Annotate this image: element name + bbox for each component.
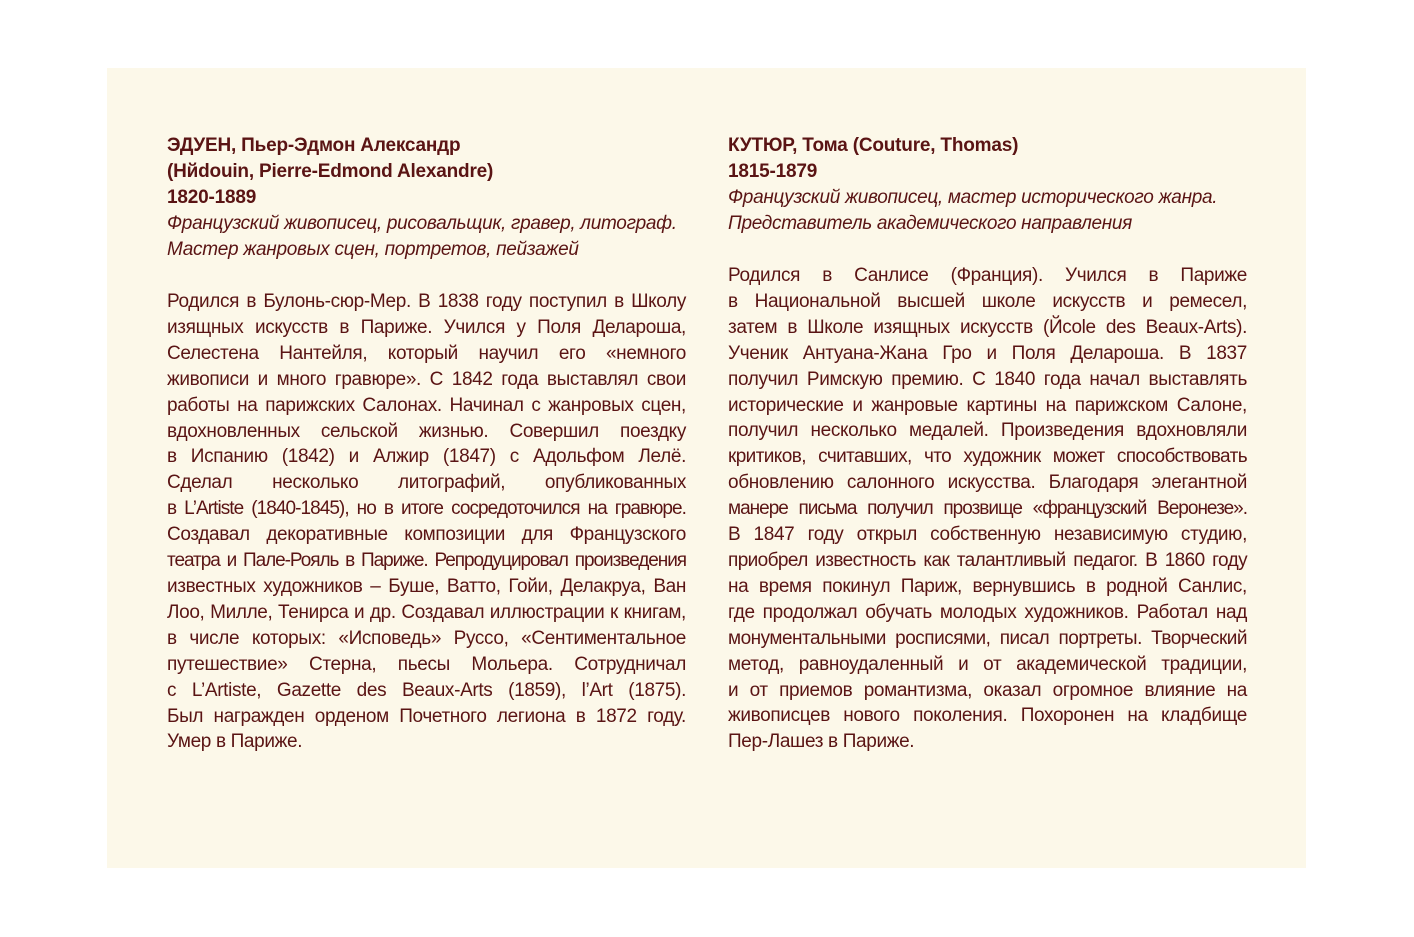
biography-line: Селестена Нантейля, который научил его «немного (167, 342, 686, 364)
biography-line: Создавал декоративные композиции для Французского (167, 524, 686, 546)
description-line: Представитель академического направления (728, 213, 1133, 234)
biography-line: Родился в Санлисе (Франция). Учился в Париже (728, 265, 1247, 286)
biography-line: Сделал несколько литографий, опубликованных (167, 472, 686, 494)
description-line: Французский живописец, мастер исторического жанра. (728, 187, 1218, 208)
artist-biography (728, 263, 1247, 755)
biography-line: Ученик Антуана-Жана Гро и Поля Делароша. В 1837 (728, 342, 1247, 364)
biography-line: в числе которых: «Исповедь» Руссо, «Сентиментальное (167, 627, 686, 649)
biography-line: Был награжден орденом Почетного легиона в 1872 году. (167, 705, 686, 727)
biography-line: в Национальной высшей школе искусств и ремесел, (728, 290, 1247, 312)
artist-biography (167, 289, 686, 755)
biography-line: приобрел известность как талантливый педагог. В 1860 году (728, 549, 1247, 571)
artist-description (728, 185, 1247, 237)
biography-line: метод, равноудаленный и от академической традиции, (728, 653, 1247, 675)
artist-years: 1820-1889 (167, 187, 257, 208)
biography-line: живописи и много гравюре». С 1842 года выставлял свои (167, 368, 686, 390)
artist-entry-couture (728, 133, 1247, 755)
biography-line: Умер в Париже. (167, 731, 303, 753)
biography-line: В 1847 году открыл собственную независимую студию, (728, 524, 1247, 546)
artist-description (167, 211, 686, 263)
biography-line: известных художников – Буше, Ватто, Гойи, Делакруа, Ван (167, 575, 686, 597)
biography-line: вдохновленных сельской жизнью. Совершил поездку (167, 420, 686, 442)
description-line: Французский живописец, рисовальщик, гравер, литограф. (167, 213, 677, 234)
biography-line: монументальными росписями, писал портреты. Творческий (728, 627, 1247, 649)
biography-line: затем в Школе изящных искусств (Йcole des Beaux-Arts). (728, 316, 1247, 338)
biography-line: получил несколько медалей. Произведения вдохновляли (728, 420, 1247, 442)
biography-line: получил Римскую премию. С 1840 года начал выставлять (728, 368, 1247, 390)
biography-line: критиков, считавших, что художник может способствовать (728, 446, 1247, 468)
artist-name: КУТЮР, Тома (Couture, Thomas) (728, 135, 1019, 156)
biography-line: работы на парижских Салонах. Начинал с жанровых сцен, (167, 394, 686, 416)
biography-line: с L’Artiste, Gazette des Beaux-Arts (1859), l’Art (1875). (167, 679, 686, 701)
artist-latin-name: (Hйdouin, Pierre-Edmond Alexandre) (167, 161, 494, 182)
biography-line: путешествие» Стерна, пьесы Мольера. Сотрудничал (167, 653, 686, 675)
artist-name: ЭДУЕН, Пьер-Эдмон Александр (167, 135, 461, 156)
biography-line: в Испанию (1842) и Алжир (1847) с Адольфом Лелё. (167, 446, 686, 468)
biography-line: театра и Пале-Рояль в Париже. Репродуцировал произведения (167, 550, 686, 572)
biography-line: живописцев нового поколения. Похоронен на кладбище (728, 705, 1247, 727)
artist-years: 1815-1879 (728, 161, 818, 182)
biography-line: Лоо, Милле, Тенирса и др. Создавал иллюстрации к книгам, (167, 601, 686, 623)
biography-line: и от приемов романтизма, оказал огромное влияние на (728, 679, 1247, 701)
description-line: Мастер жанровых сцен, портретов, пейзажей (167, 239, 579, 260)
biography-line: где продолжал обучать молодых художников. Работал над (728, 601, 1247, 623)
biography-line: на время покинул Париж, вернувшись в родной Санлис, (728, 575, 1247, 597)
biography-line: изящных искусств в Париже. Учился у Поля Делароша, (167, 316, 686, 338)
biography-line: в L’Artiste (1840-1845), но в итоге сосредоточился на гравюре. (167, 498, 686, 520)
page-card (107, 68, 1306, 868)
biography-line: Родился в Булонь-сюр-Мер. В 1838 году поступил в Школу (167, 291, 686, 312)
biography-line: обновлению салонного искусства. Благодаря элегантной (728, 472, 1247, 494)
biography-line: манере письма получил прозвище «французский Веронезе». (728, 498, 1247, 520)
biography-line: Пер-Лашез в Париже. (728, 731, 915, 753)
artist-entry-heduin (167, 133, 686, 755)
biography-line: исторические и жанровые картины на парижском Салоне, (728, 394, 1247, 416)
